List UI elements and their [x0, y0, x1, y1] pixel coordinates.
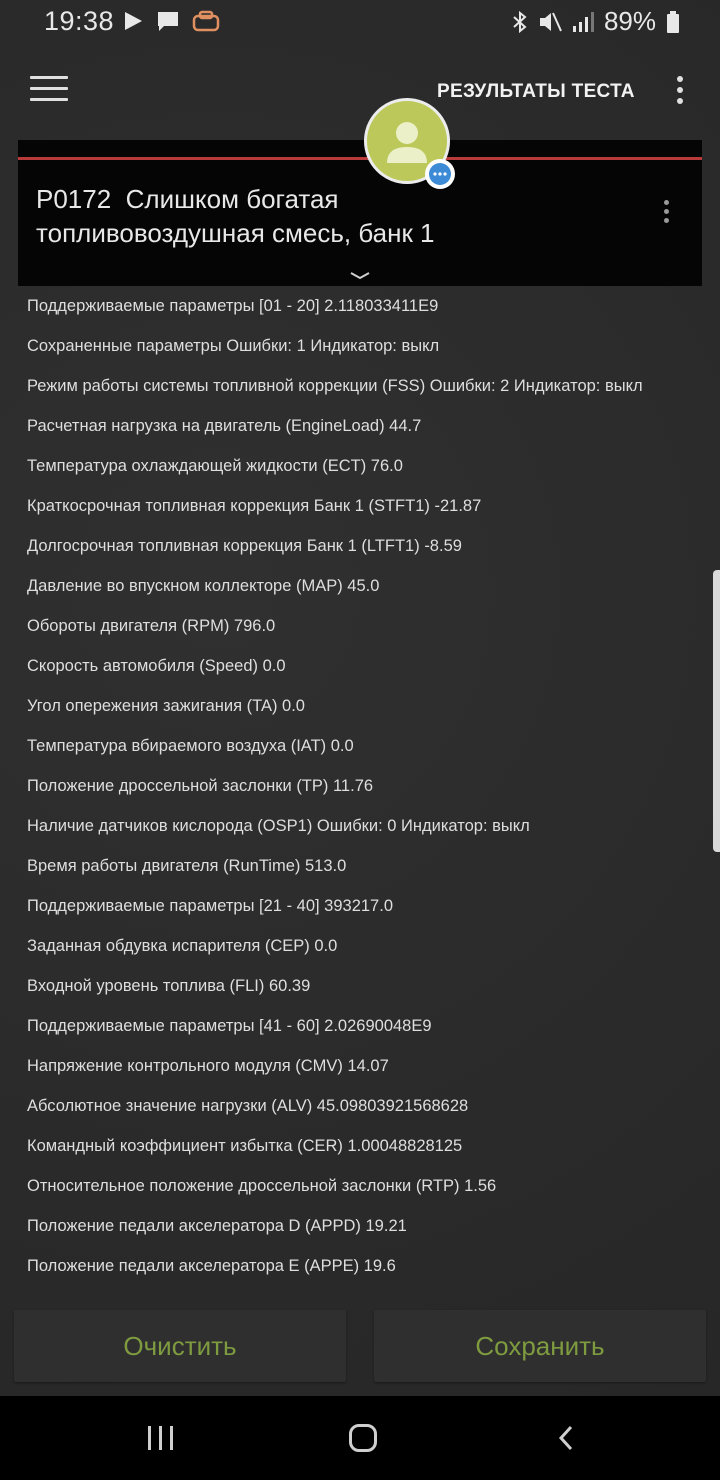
parameter-row: Входной уровень топлива (FLI) 60.39: [27, 977, 311, 995]
overflow-menu-icon[interactable]: [672, 76, 688, 108]
error-title-line2: топливовоздушная смесь, банк 1: [36, 218, 435, 248]
parameter-row: Температура охлаждающей жидкости (ECT) 76.0: [27, 457, 403, 475]
parameter-row: Положение дроссельной заслонки (TP) 11.76: [27, 777, 374, 795]
parameter-row: Расчетная нагрузка на двигатель (EngineLoad) 44.7: [27, 417, 422, 435]
back-icon[interactable]: [556, 1424, 576, 1452]
status-bar: [0, 0, 720, 46]
parameter-row: Поддерживаемые параметры [01 - 20] 2.118033411E9: [27, 297, 439, 315]
parameter-row: Сохраненные параметры Ошибки: 1 Индикатор: выкл: [27, 337, 440, 355]
error-code: P0172: [36, 184, 112, 214]
chevron-down-icon[interactable]: [348, 270, 372, 280]
parameter-row: Положение педали акселератора E (APPE) 19.6: [27, 1257, 396, 1275]
bluetooth-icon: [512, 10, 528, 34]
parameter-row: Положение педали акселератора D (APPD) 19.21: [27, 1217, 407, 1235]
parameter-row: Абсолютное значение нагрузки (ALV) 45.09803921568628: [27, 1097, 469, 1115]
parameter-row: Заданная обдувка испарителя (CEP) 0.0: [27, 937, 338, 955]
error-title-line1: Слишком богатая: [125, 184, 339, 214]
card-menu-icon[interactable]: [660, 200, 672, 230]
chat-icon: [156, 10, 180, 32]
parameter-row: Угол опережения зажигания (TA) 0.0: [27, 697, 305, 715]
error-title: [36, 182, 636, 250]
battery-icon: [666, 10, 680, 34]
system-icons: [512, 6, 680, 37]
page-title: РЕЗУЛЬТАТЫ ТЕСТА: [437, 81, 635, 102]
parameter-list: [27, 286, 707, 1286]
menu-icon[interactable]: [30, 76, 68, 106]
recent-apps-icon[interactable]: [148, 1426, 173, 1450]
parameter-row: Режим работы системы топливной коррекции (FSS) Ошибки: 2 Индикатор: выкл: [27, 377, 643, 395]
clear-button[interactable]: Очистить: [14, 1310, 346, 1382]
parameter-row: Температура вбираемого воздуха (IAT) 0.0: [27, 737, 354, 755]
battery-percent: 89%: [603, 6, 656, 36]
cloud-icon: [192, 10, 220, 32]
home-icon[interactable]: [349, 1424, 377, 1452]
parameter-row: Напряжение контрольного модуля (CMV) 14.07: [27, 1057, 389, 1075]
parameter-row: Долгосрочная топливная коррекция Банк 1 (LTFT1) -8.59: [27, 537, 462, 555]
parameter-row: Обороты двигателя (RPM) 796.0: [27, 617, 276, 635]
card-accent-line: [18, 157, 702, 160]
error-card[interactable]: [18, 140, 702, 286]
parameter-row: Краткосрочная топливная коррекция Банк 1 (STFT1) -21.87: [27, 497, 482, 515]
notification-icons: [122, 10, 220, 32]
chat-badge-icon[interactable]: [425, 159, 455, 189]
parameter-row: Относительное положение дроссельной заслонки (RTP) 1.56: [27, 1177, 497, 1195]
parameter-row: Скорость автомобиля (Speed) 0.0: [27, 657, 286, 675]
status-time: 19:38: [44, 6, 115, 36]
save-button[interactable]: Сохранить: [374, 1310, 706, 1382]
signal-icon: [572, 10, 594, 34]
parameter-row: Давление во впускном коллекторе (MAP) 45.0: [27, 577, 380, 595]
play-icon: [122, 10, 144, 32]
parameter-row: Поддерживаемые параметры [41 - 60] 2.02690048E9: [27, 1017, 432, 1035]
navigation-bar: [0, 1396, 720, 1480]
parameter-row: Поддерживаемые параметры [21 - 40] 393217.0: [27, 897, 393, 915]
app-bar: [0, 46, 720, 140]
scrollbar-thumb[interactable]: [713, 570, 720, 852]
parameter-row: Время работы двигателя (RunTime) 513.0: [27, 857, 347, 875]
parameter-row: Наличие датчиков кислорода (OSP1) Ошибки: 0 Индикатор: выкл: [27, 817, 530, 835]
parameter-row: Командный коэффициент избытка (CER) 1.00048828125: [27, 1137, 463, 1155]
mute-icon: [538, 10, 562, 34]
